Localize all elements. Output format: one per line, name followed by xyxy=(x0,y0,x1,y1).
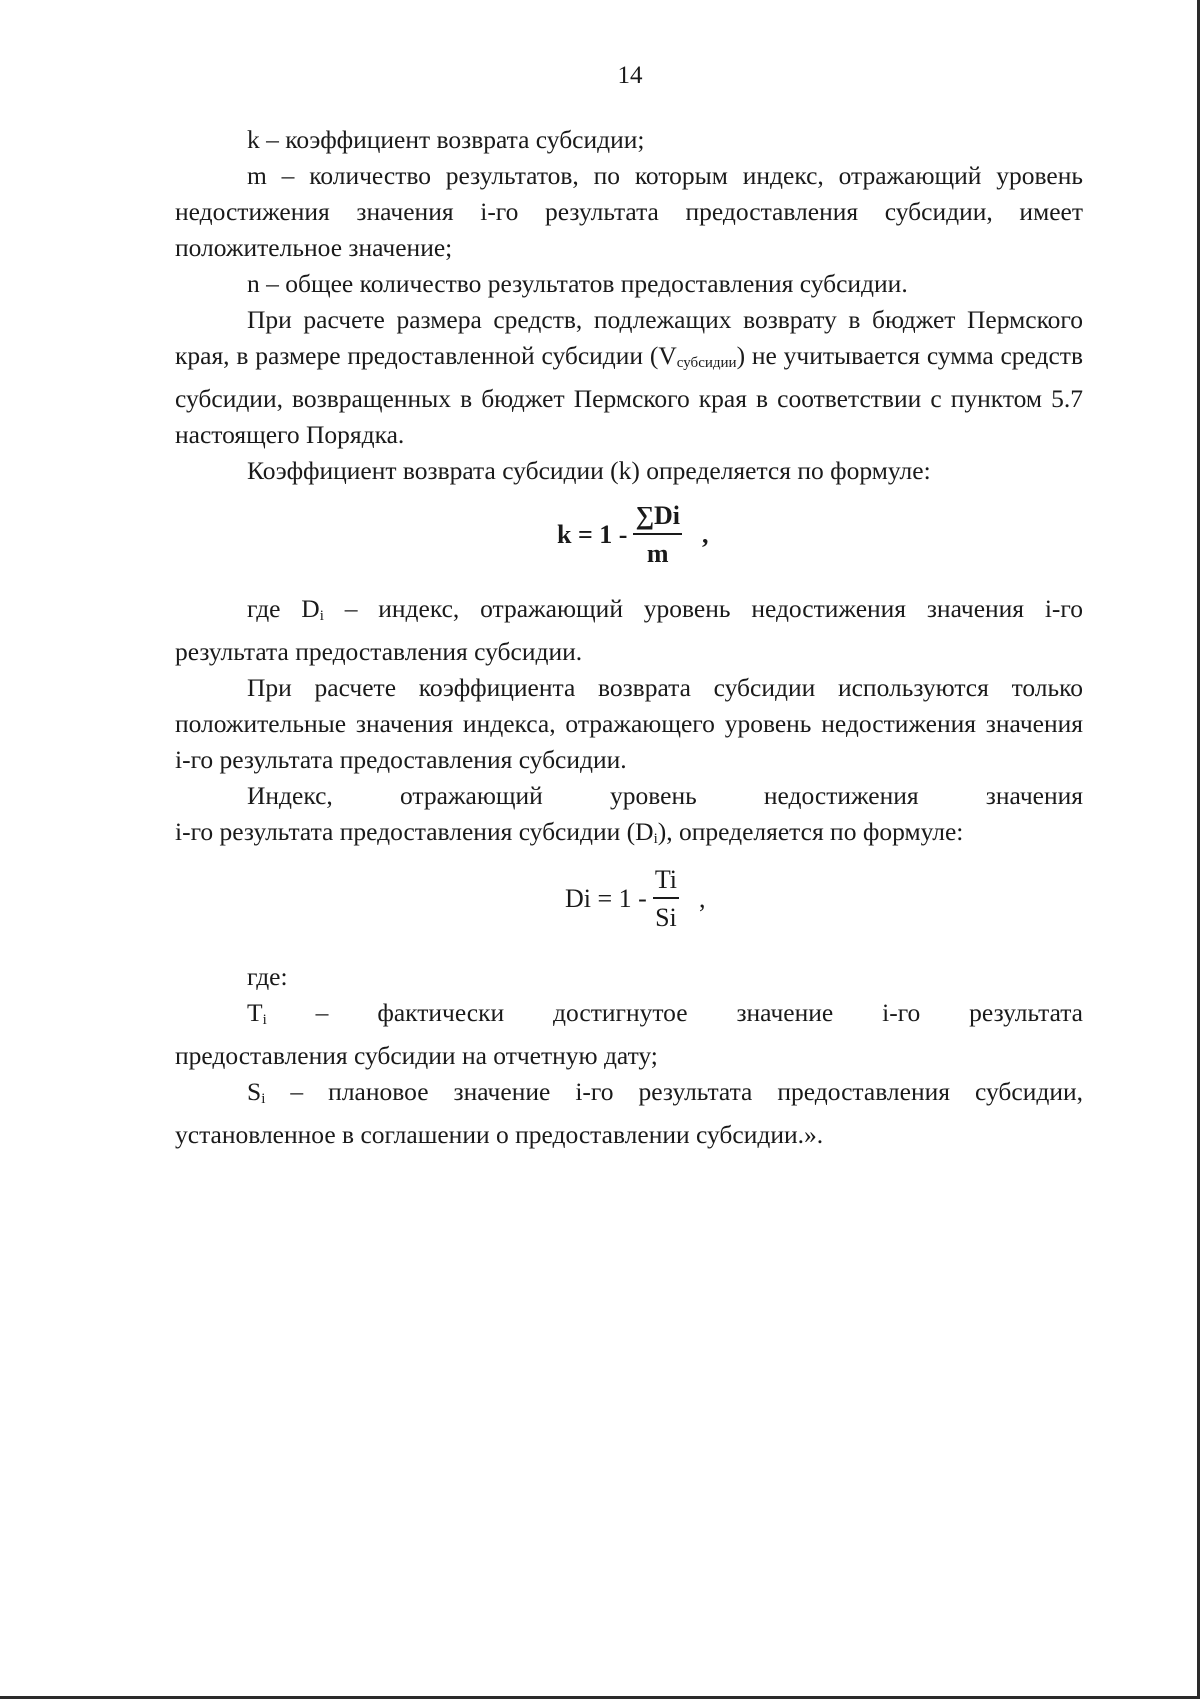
formula-d-lhs: Di = 1 - xyxy=(565,884,647,913)
definition-t-rest: – фактически достигнутое значение i-го результата xyxy=(266,998,1083,1027)
formula-d-comma: , xyxy=(699,884,706,913)
v-subscript: субсидии xyxy=(676,355,737,371)
formula-d-denominator: Si xyxy=(655,903,677,932)
definition-m: m – количество результатов, по которым индекс, отражающий уровень недостижения значения i-го результата предоставления субсидии, имеет положительное значение; xyxy=(175,161,1083,262)
where-di-before: где D xyxy=(247,594,320,623)
definition-s-rest: – плановое значение i-го результата предоставления субсидии, установленное в соглашении о предоставлении субсидии.». xyxy=(175,1077,1083,1149)
page-number: 14 xyxy=(617,62,643,89)
formula-d-numerator: Ti xyxy=(654,865,678,894)
paragraph-calculation-before: При расчете размера средств, подлежащих возврату в бюджет Пермского края, в размере предоставленной субсидии (V xyxy=(175,305,1083,370)
s-symbol: S xyxy=(247,1077,262,1106)
paragraph-calculation-after: ) не учитывается сумма средств субсидии, возвращенных в бюджет Пермского края в соответствии с пунктом 5.7 настоящего Порядка. xyxy=(175,341,1083,449)
k-formula-intro: Коэффициент возврата субсидии (k) определяется по формуле: xyxy=(247,456,931,485)
formula-d xyxy=(175,861,1083,951)
definition-n: n – общее количество результатов предоставления субсидии. xyxy=(247,269,908,298)
definition-t-line2: предоставления субсидии на отчетную дату; xyxy=(175,1041,658,1070)
where-label: где: xyxy=(247,962,288,991)
index-intro-before: i-го результата предоставления субсидии (D xyxy=(175,817,654,846)
formula-k-numerator: ∑Di xyxy=(635,501,680,530)
definition-k: k – коэффициент возврата субсидии; xyxy=(247,125,645,154)
where-di xyxy=(175,591,1083,670)
definition-s xyxy=(175,1074,1083,1153)
formula-k-fraction xyxy=(633,501,682,569)
paragraph-calculation xyxy=(175,302,1083,453)
formula-d-fraction xyxy=(653,865,679,933)
t-symbol: T xyxy=(247,998,263,1027)
definition-t-line1 xyxy=(175,995,1083,1038)
formula-k xyxy=(175,493,1083,583)
s-subscript: i xyxy=(261,1091,266,1107)
index-intro-subscript: i xyxy=(653,831,658,847)
t-subscript: i xyxy=(262,1012,267,1028)
di-subscript: i xyxy=(319,608,324,624)
index-intro-line1: Индекс, отражающий уровень недостижения значения xyxy=(247,781,1083,810)
positive-values-paragraph: При расчете коэффициента возврата субсидии используются только положительные значения индекса, отражающего уровень недостижения значения i-го результата предоставления субсидии. xyxy=(175,673,1083,774)
formula-k-lhs: k = 1 - xyxy=(557,520,628,549)
formula-k-comma: , xyxy=(701,520,709,549)
formula-k-denominator: m xyxy=(646,539,669,568)
where-di-after: – индекс, отражающий уровень недостижения значения i-го результата предоставления субсидии. xyxy=(175,594,1083,666)
index-intro-line2 xyxy=(175,814,1083,857)
index-intro-after: ), определяется по формуле: xyxy=(657,817,964,846)
body-text xyxy=(175,122,1083,1153)
